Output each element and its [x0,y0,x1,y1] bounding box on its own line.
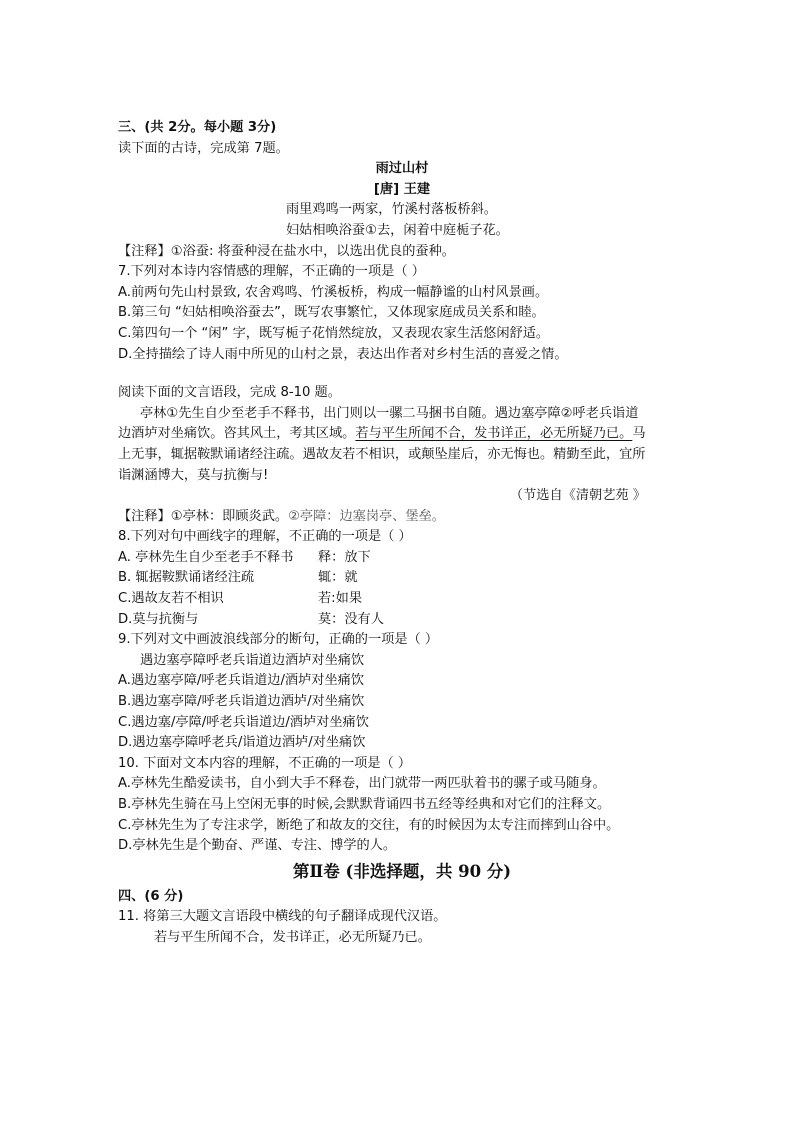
q8-option-c-sentence: C.遇故友若不相识 [118,591,224,607]
prose-line-4: 诣渊涵博大，莫与抗衡与! [118,467,269,483]
prose-note-a: 【注释】①亭林：即顾炎武。 [118,508,289,524]
q8-option-c [118,589,686,610]
q7-stem: 7.下列对本诗内容情感的理解，不正确的一项是（ ） [118,264,425,280]
q8-option-a-sentence: A. 亭林先生自少至老手不释书 [118,549,294,565]
prose-line-2 [118,424,686,445]
poem-author: [唐] 王建 [373,181,431,197]
exam-page [118,118,686,949]
poem-note: 【注释】①浴蚕: 将蚕种浸在盐水中，以选出优良的蚕种。 [118,243,455,259]
prose-line-3: 上无事，辄据鞍默诵诸经注疏。遇故友若不相识，或颠坠崖后，亦无悔也。精勤至此，宜所 [118,446,646,462]
prose-line-2-end: 马 [632,426,646,442]
q8-option-a-gloss: 释：放下 [318,549,371,565]
q11-sentence: 若与平生所闻不合，发书详正，必无所疑乃已。 [154,929,431,945]
q8-option-b-sentence: B. 辄据鞍默诵诸经注疏 [118,570,255,586]
q8-option-d-sentence: D.莫与抗衡与 [118,611,199,627]
prose-note-b: ②亭障：边塞岗亭、堡垒。 [288,508,445,524]
q9-option-a: A.遇边塞亭障/呼老兵诣道边/酒垆对坐痛饮 [118,673,365,689]
q10-option-b: B.亭林先生骑在马上空闲无事的时候,会默默背诵四书五经等经典和对它们的注释文。 [118,797,611,812]
poem-line: 妇姑相唤浴蚕①去，闲着中庭栀子花。 [286,222,509,238]
q8-option-b-gloss: 辄：就 [318,570,358,586]
prose-line-1: 亭林①先生自少至老手不释书，出门则以一骡二马捆书自随。遇边塞亭障②呼老兵诣道 [140,405,639,421]
q8-option-d-gloss: 莫：没有人 [318,611,384,627]
poem-title: 雨过山村 [375,161,429,177]
part2-title: 第Ⅱ卷 (非选择题，共 90 分) [292,861,512,881]
q9-option-d: D.遇边塞亭障呼老兵/诣道边酒垆/对坐痛饮 [118,735,366,751]
q10-stem: 10. 下面对文本内容的理解，不正确的一项是（ ） [118,755,412,771]
q7-option-b: B.第三句 “妇姑相唤浴蚕去”，既写农事繁忙，又体现家庭成员关系和睦。 [118,305,545,321]
prose-note [118,507,686,528]
q10-option-d: D.亭林先生是个勤奋、严谨、专注、博学的人。 [118,838,397,854]
prose-source: （节选自《清朝艺苑 》 [509,488,646,504]
prose-instruction: 阅读下面的文言语段，完成 8-10 题。 [118,385,341,401]
q9-quote: 遇边塞亭障呼老兵诣道边酒垆对坐痛饮 [140,652,365,668]
q10-option-c: C.亭林先生为了专注求学，断绝了和故友的交往，有的时候因为太专注而摔到山谷中。 [118,817,620,833]
q8-option-a [118,548,686,569]
poem-instruction: 读下面的古诗，完成第 7题。 [118,140,289,156]
q8-option-c-gloss: 若:如果 [318,591,363,607]
q11-stem: 11. 将第三大题文言语段中横线的句子翻译成现代汉语。 [118,909,447,925]
q8-stem: 8.下列对句中画线字的理解，不正确的一项是（ ） [118,529,412,545]
prose-line-2-start: 边酒垆对坐痛饮。咨其风土，考其区域。 [118,426,356,442]
q9-option-c: C.遇边塞/亭障/呼老兵诣道边/酒垆对坐痛饮 [118,714,369,730]
spacer [118,365,686,383]
q10-option-a: A.亭林先生酷爱读书，自小到大手不释卷，出门就带一两匹驮着书的骡子或马随身。 [118,776,606,792]
q7-option-a: A.前两句先山村景致, 农舍鸡鸣、竹溪板桥，构成一幅静谧的山村风景画。 [118,284,549,300]
q7-option-d: D.全持描绘了诗人雨中所见的山村之景，表达出作者对乡村生活的喜爱之情。 [118,346,568,362]
section3-heading: 三、(共 2分。每小题 3分) [118,120,277,135]
poem-line: 雨里鸡鸣一两家，竹溪村落板桥斜。 [286,202,497,218]
prose-underlined-sentence: 若与平生所闻不合，发书详正，必无所疑乃已。 [355,426,633,442]
q7-option-c: C.第四句一个 “闲” 字，既写栀子花悄然绽放，又表现农家生活悠闲舒适。 [118,325,550,341]
q9-stem: 9.下列对文中画波浪线部分的断句，正确的一项是（ ） [118,632,439,648]
q8-option-d [118,610,686,631]
q8-option-b [118,568,686,589]
section4-heading: 四、(6 分) [118,888,184,904]
q9-option-b: B.遇边塞亭障/呼老兵诣道边酒垆/对坐痛饮 [118,694,365,710]
